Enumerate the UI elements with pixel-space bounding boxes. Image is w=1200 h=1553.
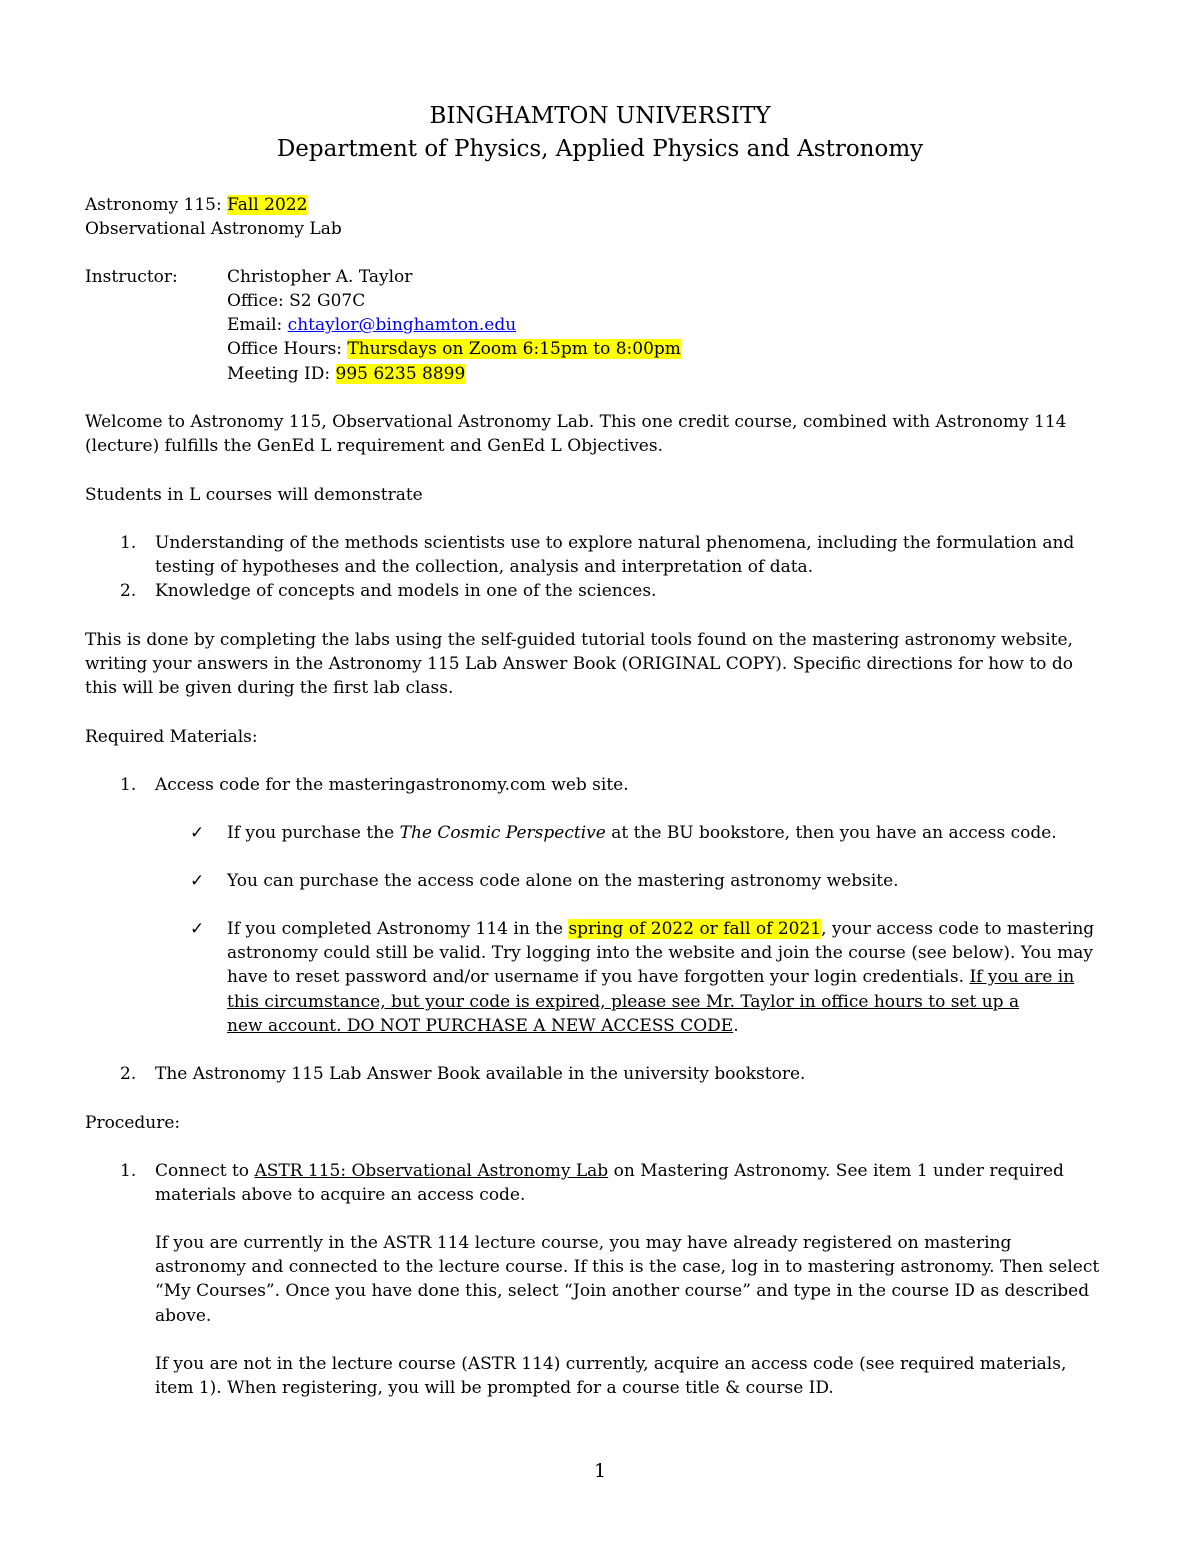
course-title <box>85 194 307 216</box>
course-code: Astronomy 115: <box>85 195 228 215</box>
bullet-3-text-b: , your access code to mastering <box>821 919 1095 939</box>
materials-heading: Required Materials: <box>85 727 258 747</box>
objective-1-number: 1. <box>120 533 137 553</box>
method-line-2: writing your answers in the Astronomy 115 Lab Answer Book (ORIGINAL COPY). Specific directions for how to do <box>85 654 1073 674</box>
objective-1-line-1: Understanding of the methods scientists use to explore natural phenomena, including the formulation and <box>155 533 1075 553</box>
material-2-number: 2. <box>120 1064 137 1084</box>
procedure-para-1-line-4: above. <box>155 1306 212 1326</box>
procedure-1-text-a: Connect to <box>155 1161 255 1181</box>
procedure-1-text-b: on Mastering Astronomy. See item 1 under required <box>608 1161 1064 1181</box>
course-link[interactable]: ASTR 115: Observational Astronomy Lab <box>254 1161 609 1181</box>
material-2-text: The Astronomy 115 Lab Answer Book available in the university bookstore. <box>155 1064 806 1084</box>
meeting-id <box>227 363 465 385</box>
welcome-line-1: Welcome to Astronomy 115, Observational Astronomy Lab. This one credit course, combined with Astronomy 114 <box>85 412 1067 432</box>
procedure-1-line-1 <box>155 1160 1064 1182</box>
university-name: BINGHAMTON UNIVERSITY <box>429 103 771 129</box>
method-line-3: this will be given during the first lab class. <box>85 678 454 698</box>
material-bullet-3-line-3 <box>227 966 1074 988</box>
procedure-1-line-2: materials above to acquire an access code. <box>155 1185 526 1205</box>
checkmark-icon: ✓ <box>190 871 205 891</box>
office-hours-value: Thursdays on Zoom 6:15pm to 8:00pm <box>347 339 681 359</box>
department-name: Department of Physics, Applied Physics and Astronomy <box>276 136 924 162</box>
procedure-para-1-line-3: “My Courses”. Once you have done this, select “Join another course” and type in the course ID as described <box>155 1281 1090 1301</box>
procedure-para-1-line-1: If you are currently in the ASTR 114 lecture course, you may have already registered on mastering <box>155 1233 1012 1253</box>
office-hours-label: Office Hours: <box>227 339 348 359</box>
procedure-para-1-line-2: astronomy and connected to the lecture course. If this is the case, log in to mastering astronomy. Then select <box>155 1257 1100 1277</box>
objective-1-line-2: testing of hypotheses and the collection, analysis and interpretation of data. <box>155 557 814 577</box>
checkmark-icon: ✓ <box>190 823 205 843</box>
material-bullet-3-line-4: this circumstance, but your code is expired, please see Mr. Taylor in office hours to set up a <box>227 992 1020 1012</box>
meeting-id-label: Meeting ID: <box>227 364 336 384</box>
procedure-para-2-line-1: If you are not in the lecture course (ASTR 114) currently, acquire an access code (see required materials, <box>155 1354 1067 1374</box>
procedure-1-number: 1. <box>120 1161 137 1181</box>
procedure-para-2-line-2: item 1). When registering, you will be prompted for a course title & course ID. <box>155 1378 834 1398</box>
page-number: 1 <box>593 1460 607 1482</box>
bullet-3-underlined-a: If you are in <box>969 967 1075 987</box>
material-1-text: Access code for the masteringastronomy.com web site. <box>155 775 629 795</box>
procedure-heading: Procedure: <box>85 1113 181 1133</box>
instructor-office: Office: S2 G07C <box>227 291 366 311</box>
meeting-id-value: 995 6235 8899 <box>335 364 466 384</box>
bullet-3-text-a: If you completed Astronomy 114 in the <box>227 919 569 939</box>
bullet-3-period: . <box>733 1016 739 1036</box>
checkmark-icon: ✓ <box>190 919 205 939</box>
email-link[interactable]: chtaylor@binghamton.edu <box>287 315 517 335</box>
bullet-3-highlight: spring of 2022 or fall of 2021 <box>568 919 822 939</box>
objective-2-line-1: Knowledge of concepts and models in one of the sciences. <box>155 581 657 601</box>
material-bullet-3-line-5 <box>227 1015 739 1037</box>
instructor-name: Christopher A. Taylor <box>227 267 413 287</box>
office-hours <box>227 338 681 360</box>
objectives-intro: Students in L courses will demonstrate <box>85 485 423 505</box>
instructor-label: Instructor: <box>85 267 178 287</box>
instructor-email <box>227 314 516 336</box>
course-name: Observational Astronomy Lab <box>85 219 342 239</box>
method-line-1: This is done by completing the labs using the self-guided tutorial tools found on the mastering astronomy website, <box>85 630 1073 650</box>
course-term: Fall 2022 <box>227 195 308 215</box>
material-bullet-2: You can purchase the access code alone on the mastering astronomy website. <box>227 871 899 891</box>
email-label: Email: <box>227 315 288 335</box>
objective-2-number: 2. <box>120 581 137 601</box>
material-bullet-3-line-2: astronomy could still be valid. Try logging into the website and join the course (see below). You may <box>227 943 1093 963</box>
material-bullet-1 <box>227 822 1057 844</box>
bullet-3-text-c: have to reset password and/or username if you have forgotten your login credentials. <box>227 967 970 987</box>
material-1-number: 1. <box>120 775 137 795</box>
book-title: The Cosmic Perspective <box>399 823 606 843</box>
material-bullet-3-line-1 <box>227 918 1094 940</box>
bullet-1-text-b: at the BU bookstore, then you have an access code. <box>605 823 1057 843</box>
welcome-line-2: (lecture) fulfills the GenEd L requirement and GenEd L Objectives. <box>85 436 663 456</box>
bullet-3-underlined-b: new account. DO NOT PURCHASE A NEW ACCESS CODE <box>227 1016 734 1036</box>
bullet-1-text-a: If you purchase the <box>227 823 400 843</box>
